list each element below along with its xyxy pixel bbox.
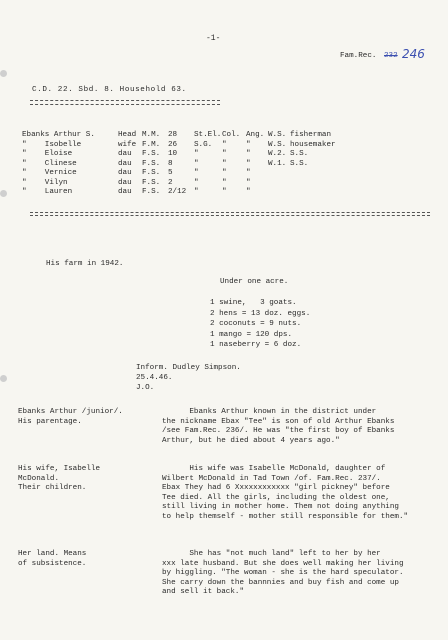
household-cell-status: M.M. — [142, 131, 161, 139]
household-cell-rel: dau — [118, 150, 132, 158]
section-text-line: His wife was Isabelle McDonald, daughter of — [162, 465, 386, 473]
section-text-line: Ebanks Arthur known in the district under — [162, 408, 377, 416]
punch-hole-top — [0, 70, 7, 77]
household-cell-place: St.El. — [194, 131, 222, 139]
farm-heading: His farm in 1942. — [46, 260, 124, 268]
header-divider — [30, 100, 220, 101]
section-text-line: and sell it back." — [162, 588, 245, 596]
household-cell-place: " — [194, 169, 199, 177]
household-cell-status: F.S. — [142, 188, 161, 196]
farm-item: 1 mango = 120 dps. — [210, 330, 293, 339]
household-cell-status: F.S. — [142, 178, 161, 187]
section-text-line: Ebax They had 6 Xxxxxxxxxxxx "girl pickney" before — [162, 484, 390, 492]
household-cell-ang: " — [246, 169, 251, 177]
household-cell-col: " — [222, 178, 227, 187]
section-text-line: by higgling. "The woman - she is the hard speculator. — [162, 569, 404, 577]
household-cell-age: 28 — [168, 131, 178, 139]
section-label: of subsistence. — [18, 559, 87, 568]
section-label: Their children. — [18, 484, 87, 492]
section-text-line: Arthur, but he died about 4 years ago." — [162, 436, 340, 445]
household-cell-name: " Isobelle — [22, 140, 82, 149]
household-cell-ang: " — [246, 188, 251, 196]
household-cell-edu: W.1. — [268, 159, 287, 168]
household-cell-edu: W.2. — [268, 150, 287, 158]
fam-rec-number: 246 — [402, 47, 425, 61]
household-cell-age: 8 — [168, 159, 173, 168]
household-cell-age: 10 — [168, 150, 178, 158]
household-cell-rel: dau — [118, 188, 132, 196]
household-cell-ang: Ang. — [246, 131, 265, 139]
household-cell-occ: housemaker — [290, 140, 336, 149]
fam-rec-label: Fam.Rec. — [340, 52, 377, 60]
household-cell-place: S.G. — [194, 140, 213, 149]
household-cell-edu: W.S. — [268, 131, 287, 139]
table-divider — [30, 212, 430, 213]
header-divider-2 — [30, 104, 220, 105]
inform-date: 25.4.46. — [136, 374, 173, 382]
punch-hole-mid — [0, 190, 7, 197]
household-cell-occ: S.S. — [290, 159, 309, 168]
household-cell-age: 2/12 — [168, 188, 187, 196]
household-cell-name: " Eloise — [22, 150, 73, 158]
section-text-line: the nickname Ebax "Tee" is son of old Arthur Ebanks — [162, 417, 395, 426]
farm-item: 2 hens = 13 doz. eggs. — [210, 309, 311, 318]
household-cell-col: " — [222, 188, 227, 196]
household-cell-edu: W.S. — [268, 140, 287, 149]
household-table — [22, 131, 442, 201]
fam-rec-struck: 232 — [384, 52, 398, 60]
household-cell-place: " — [194, 150, 199, 158]
household-cell-occ: S.S. — [290, 150, 309, 158]
farm-size: Under one acre. — [220, 278, 289, 286]
section-label: McDonald. — [18, 474, 60, 483]
census-header: C.D. 22. Sbd. 8. Household 63. — [32, 86, 187, 94]
household-cell-name: " Vilyn — [22, 178, 68, 187]
household-cell-col: Col. — [222, 131, 241, 139]
household-cell-rel: dau — [118, 169, 132, 177]
section-text-line: /see Fam.Rec. 236/. He was "the first boy of Ebanks — [162, 427, 395, 435]
household-cell-age: 2 — [168, 178, 173, 187]
household-cell-rel: wife — [118, 140, 137, 149]
section-text-line: xxx late husband. But she does well making her living — [162, 559, 404, 568]
household-cell-status: F.S. — [142, 150, 161, 158]
section-label: His parentage. — [18, 417, 82, 426]
household-cell-status: F.M. — [142, 140, 161, 149]
farm-item: 1 swine, 3 goats. — [210, 299, 297, 307]
table-divider-2 — [30, 215, 430, 216]
household-cell-ang: " — [246, 178, 251, 187]
section-text-line: to help themself - mother still responsible for them." — [162, 512, 409, 521]
household-cell-name: " Vernice — [22, 169, 77, 177]
section-text-line: She carry down the bannnies and buy fish and come up — [162, 578, 399, 587]
section-label: Ebanks Arthur /junior/. — [18, 408, 123, 416]
household-cell-place: " — [194, 188, 199, 196]
household-cell-col: " — [222, 140, 227, 149]
section-text-line: Tee died. All the girls, including the oldest one, — [162, 493, 390, 502]
section-text-line: still living in mother home. Them not doing anything — [162, 503, 399, 511]
household-cell-rel: dau — [118, 159, 132, 168]
household-cell-name: " Clinese — [22, 159, 77, 168]
household-cell-col: " — [222, 169, 227, 177]
household-cell-name: Ebanks Arthur S. — [22, 131, 95, 139]
household-cell-place: " — [194, 159, 199, 168]
household-cell-ang: " — [246, 150, 251, 158]
inform-initials: J.O. — [136, 384, 155, 392]
household-cell-ang: " — [246, 159, 251, 168]
household-cell-name: " Lauren — [22, 188, 73, 196]
household-cell-rel: dau — [118, 178, 132, 187]
household-cell-age: 26 — [168, 140, 178, 149]
informant: Inform. Dudley Simpson. — [136, 364, 241, 372]
household-cell-rel: Head — [118, 131, 137, 139]
household-cell-place: " — [194, 178, 199, 187]
household-cell-ang: " — [246, 140, 251, 149]
household-cell-status: F.S. — [142, 159, 161, 168]
section-text-line: She has "not much land" left to her by her — [162, 550, 381, 558]
household-cell-col: " — [222, 150, 227, 158]
section-label: Her land. Means — [18, 550, 87, 558]
household-cell-status: F.S. — [142, 169, 161, 177]
section-label: His wife, Isabelle — [18, 465, 101, 473]
section-text-line: Wilbert McDonald in Tad Town /of. Fam.Rec. 237/. — [162, 474, 381, 483]
household-cell-age: 5 — [168, 169, 173, 177]
household-cell-col: " — [222, 159, 227, 168]
household-cell-occ: fisherman — [290, 131, 332, 139]
farm-item: 1 naseberry = 6 doz. — [210, 341, 302, 349]
page-number: -1- — [206, 34, 221, 43]
farm-item: 2 coconuts = 9 nuts. — [210, 320, 302, 328]
punch-hole-low — [0, 375, 7, 382]
